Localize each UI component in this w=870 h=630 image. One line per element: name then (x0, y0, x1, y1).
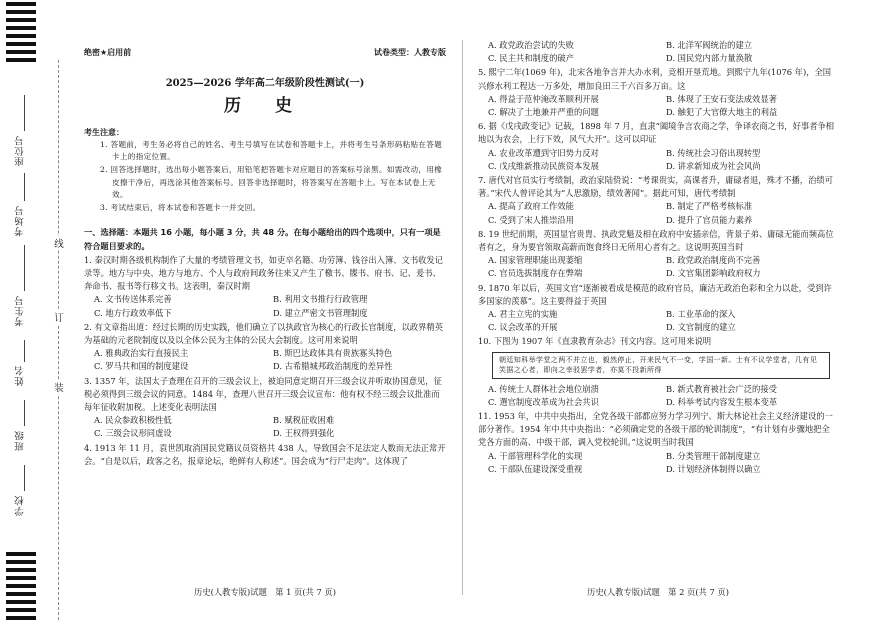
option-grid (478, 93, 838, 119)
answer-option: A. 得益于范仲淹改革顺利开展 (488, 93, 599, 104)
answer-option: C. 罗马共和国的制度建设 (94, 361, 189, 372)
question-item (478, 282, 838, 335)
answer-option: A. 干部管理科学化的实现 (488, 450, 583, 461)
option-grid (478, 254, 838, 280)
answer-option: D. 文官集团影响政府权力 (666, 268, 761, 279)
question-item (84, 254, 446, 320)
option-grid (478, 39, 838, 65)
page-divider (462, 40, 463, 595)
answer-option: A. 雅典政治实行直接民主 (94, 348, 189, 359)
option-grid (84, 347, 446, 373)
field-seat-number: 座位号 (15, 135, 26, 167)
secret-label: 绝密★启用前 (84, 48, 132, 57)
notice-title: 考生注意： (84, 127, 124, 137)
answer-option: B. 政党政治制度尚不完善 (666, 255, 761, 266)
binding-strip (0, 0, 50, 630)
question-item (478, 410, 838, 476)
notice-item: 3. 考试结束后，将本试卷和答题卡一并交回。 (100, 202, 261, 212)
option-grid (478, 147, 838, 173)
answer-option: D. 提升了官员能力素养 (666, 214, 753, 225)
question-stem: 8. 19 世纪前期，英国显官贵胄、执政党魁及相在政府中安插亲信，背景子弟、庸碌无能而频高位者有之，身为要官领取高薪而饱食终日无所用心者有之。这说明英国当时 (478, 228, 834, 253)
field-name: 姓名 (15, 365, 26, 386)
answer-option: C. 選官制度改革成为社会共识 (488, 396, 599, 407)
question-stem: 11. 1953 年，中共中央指出，全党各级干部都应努力学习列宁、斯大林论社会主义经济建设的一部分著作。1954 年中共中央指出：“必须确定党的各级干部的轮训制度”，“有计划有步骤地把全党各方面的高、中级干部，调入党校轮训。”这说明当时我国 (478, 411, 833, 448)
question-item (84, 442, 446, 468)
barcode-bars-top (6, 2, 36, 66)
left-page (84, 38, 446, 468)
seal-word-bind: 订 (53, 310, 65, 324)
question-stem: 7. 唐代对官员实行考绩制，政治家陆贽说：“考课贵实，高课者升，庸碌者退，殊才不播，治绩可著。”宋代人曾评论其为“人思激励，绩效著闻”。据此可知，唐代考绩制 (478, 175, 833, 199)
notice-block (84, 126, 446, 215)
answer-option: C. 议会改革的开展 (488, 322, 558, 333)
question-item (478, 335, 838, 409)
notice-item: 1. 答题前，考生务必将自己的姓名、考生号填写在试卷和答题卡上，并将考生号条形码粘贴在答题卡上的指定位置。 (100, 139, 443, 162)
option-grid (478, 383, 838, 409)
question-stem: 9. 1870 年以后，英国文官“逐渐被看成是模范的政府官员，廉洁无政治色彩和全力以赴，受到许多国家的羡慕”。这主要得益于英国 (478, 282, 832, 306)
answer-option: D. 计划经济体制得以确立 (666, 463, 761, 474)
option-grid (84, 414, 446, 440)
quote-box: 朝廷知科举学堂之两不并立也，毅然停止，开来民气不一变，学国一新。士有不议学堂者，几有见笑据之心者，即向之幸驳罢学者，亦莫不投新所得 (492, 352, 830, 379)
question-item (478, 66, 838, 119)
question-stem: 1. 秦汉时期各级机构制作了大量的考绩管理文书，如吏卒名籍、功劳簿、钱谷出入簿、文书收发记录等。地方与中央、地方与地方、个人与政府间政务往来又产生了檄书、牒书、府书、记、爰书、奔命书、报书等行移文书。这表明，秦汉时期 (84, 254, 444, 292)
question-item (478, 39, 838, 65)
question-stem: 6. 据《戊戌政变记》记载，1898 年 7 月，直隶“阖境争言农商之学，争译农商之书，好事者争相地以为农会，上行下效，风气大开”。这可以印证 (478, 121, 835, 145)
answer-option: C. 三级会议形同虚设 (94, 428, 172, 439)
answer-option: D. 讲求新知成为社会风尚 (666, 160, 761, 171)
option-grid (478, 308, 838, 334)
right-question-list (478, 39, 838, 476)
exam-title: 2025—2026 学年高二年级阶段性测试(一) (165, 78, 365, 90)
answer-option: B. 北洋军阀统治的建立 (666, 40, 753, 50)
answer-option: D. 触犯了大官僚大地主的利益 (666, 107, 778, 118)
field-exam-room: 考场号 (15, 205, 26, 237)
answer-option: D. 古希腊城邦政治制度的差异性 (273, 361, 393, 372)
section-heading: 一、选择题：本题共 16 小题，每小题 3 分，共 48 分。在每小题给出的四个选项中，只有一项是符合题目要求的。 (84, 227, 441, 251)
question-stem: 2. 有文章指出道：经过长期的历史实践，他们确立了以执政官为核心的行政长官制度，以政界精英为基础的元老院制度以及以全体公民为主体的公民大会制度。这可用来说明 (84, 321, 444, 345)
answer-option: B. 赋税征收困难 (273, 415, 335, 426)
option-grid (478, 200, 838, 226)
answer-option: B. 利用文书推行行政管理 (273, 294, 368, 305)
answer-option: D. 王权得到强化 (273, 428, 335, 439)
option-grid (478, 450, 838, 476)
answer-option: B. 斯巴达政体具有贵族寡头特色 (273, 348, 393, 359)
answer-option: C. 解决了土地兼并严重的问题 (488, 107, 599, 118)
answer-option: C. 受到了宋人推崇沿用 (488, 214, 574, 225)
answer-option: D. 文官制度的建立 (666, 322, 736, 333)
seal-word-mount: 装 (53, 380, 65, 394)
footer-left: 历史(人教专版)试题 第 1 页(共 7 页) (194, 587, 336, 597)
answer-option: C. 官员选拔制度存在弊端 (488, 268, 583, 279)
field-school: 学校 (15, 495, 26, 516)
page-header (84, 46, 446, 59)
seal-dashed-line (58, 60, 59, 620)
answer-option: B. 新式教育被社会广泛的接受 (666, 383, 777, 394)
barcode-bars-bottom (6, 552, 36, 624)
question-item (478, 120, 838, 173)
subject-title: 历 史 (224, 96, 306, 117)
answer-option: B. 传统社会习俗出现转型 (666, 147, 761, 158)
answer-option: B. 制定了严格考核标准 (666, 201, 753, 212)
answer-option: A. 提高了政府工作效能 (488, 201, 574, 212)
right-page (478, 38, 838, 476)
question-stem: 4. 1913 年 11 月，袁世凯取消国民党籍议员资格共 438 人，导致国会不足法定人数而无法正常开会。“自是以后，政客之名，报章论坛，绝鲜有人称述”。国会成为“行尸走肉”。这体现了 (84, 442, 446, 466)
field-student-id: 考生号 (15, 295, 26, 327)
answer-option: C. 地方行政效率低下 (94, 307, 172, 318)
paper-type-label: 试卷类型：人教专版 (374, 48, 446, 57)
answer-option: A. 传统士人群体社会地位崩溃 (488, 383, 599, 394)
option-grid (84, 293, 446, 319)
notice-item: 2. 回答选择题时，选出每小题答案后，用铅笔把答题卡对应题目的答案标号涂黑。如需改动，用橡皮擦干净后，再选涂其他答案标号。回答非选择题时，将答案写在答题卡上。写在本试卷上无效。 (100, 165, 443, 200)
answer-option: A. 文书传送体系完善 (94, 294, 172, 305)
answer-option: A. 农业改革遭到守旧势力反对 (488, 147, 599, 158)
answer-option: B. 工业革命的深入 (666, 309, 736, 320)
footer-right: 历史(人教专版)试题 第 2 页(共 7 页) (587, 587, 729, 597)
question-item (478, 174, 838, 227)
question-item (84, 321, 446, 374)
question-item (84, 375, 446, 441)
answer-option: B. 分类管理干部制度建立 (666, 450, 761, 461)
question-item (478, 228, 838, 281)
answer-option: D. 科举考试内容发生根本变革 (666, 396, 778, 407)
answer-option: A. 国家管理职能出现萎缩 (488, 255, 583, 266)
answer-option: D. 国民党内部力量涣散 (666, 53, 753, 64)
question-stem: 10. 下图为 1907 年《直隶教育杂志》刊文内容。这可用来说明 (478, 336, 712, 347)
answer-option: A. 民众参政积极性低 (94, 415, 172, 426)
answer-option: C. 民主共和制度的破产 (488, 53, 574, 64)
field-class: 班级 (15, 430, 26, 451)
answer-option: B. 体现了王安石变法成效显著 (666, 93, 777, 104)
answer-option: A. 君主立宪的实施 (488, 309, 558, 320)
answer-option: C. 干部队伍建设深受重视 (488, 463, 583, 474)
answer-option: C. 戊戌维新推动民族资本发展 (488, 160, 599, 171)
question-stem: 5. 熙宁二年(1069 年)，北宋各地争言并大办水利，竞相开垦荒地。到熙宁九年(1076 年)，全国兴修水利工程达一万多处，增加良田三千六百多万亩。这 (478, 67, 832, 91)
question-stem: 3. 1357 年，法国太子查理在召开的三级会议上，被迫同意定期召开三级会议并听取协国意见，征税必须得到三级会议的同意。1484 年，查理八世召开三级会议宣布：他有权不经三级会议批准而每年征收附加税。上述变化表明法国 (84, 375, 442, 413)
answer-option: D. 建立严密文书管理制度 (273, 307, 368, 318)
left-question-list (84, 254, 446, 468)
binding-fields (14, 95, 38, 535)
answer-option: A. 政党政治尝试的失败 (488, 40, 574, 50)
seal-word-line: 线 (53, 236, 65, 250)
